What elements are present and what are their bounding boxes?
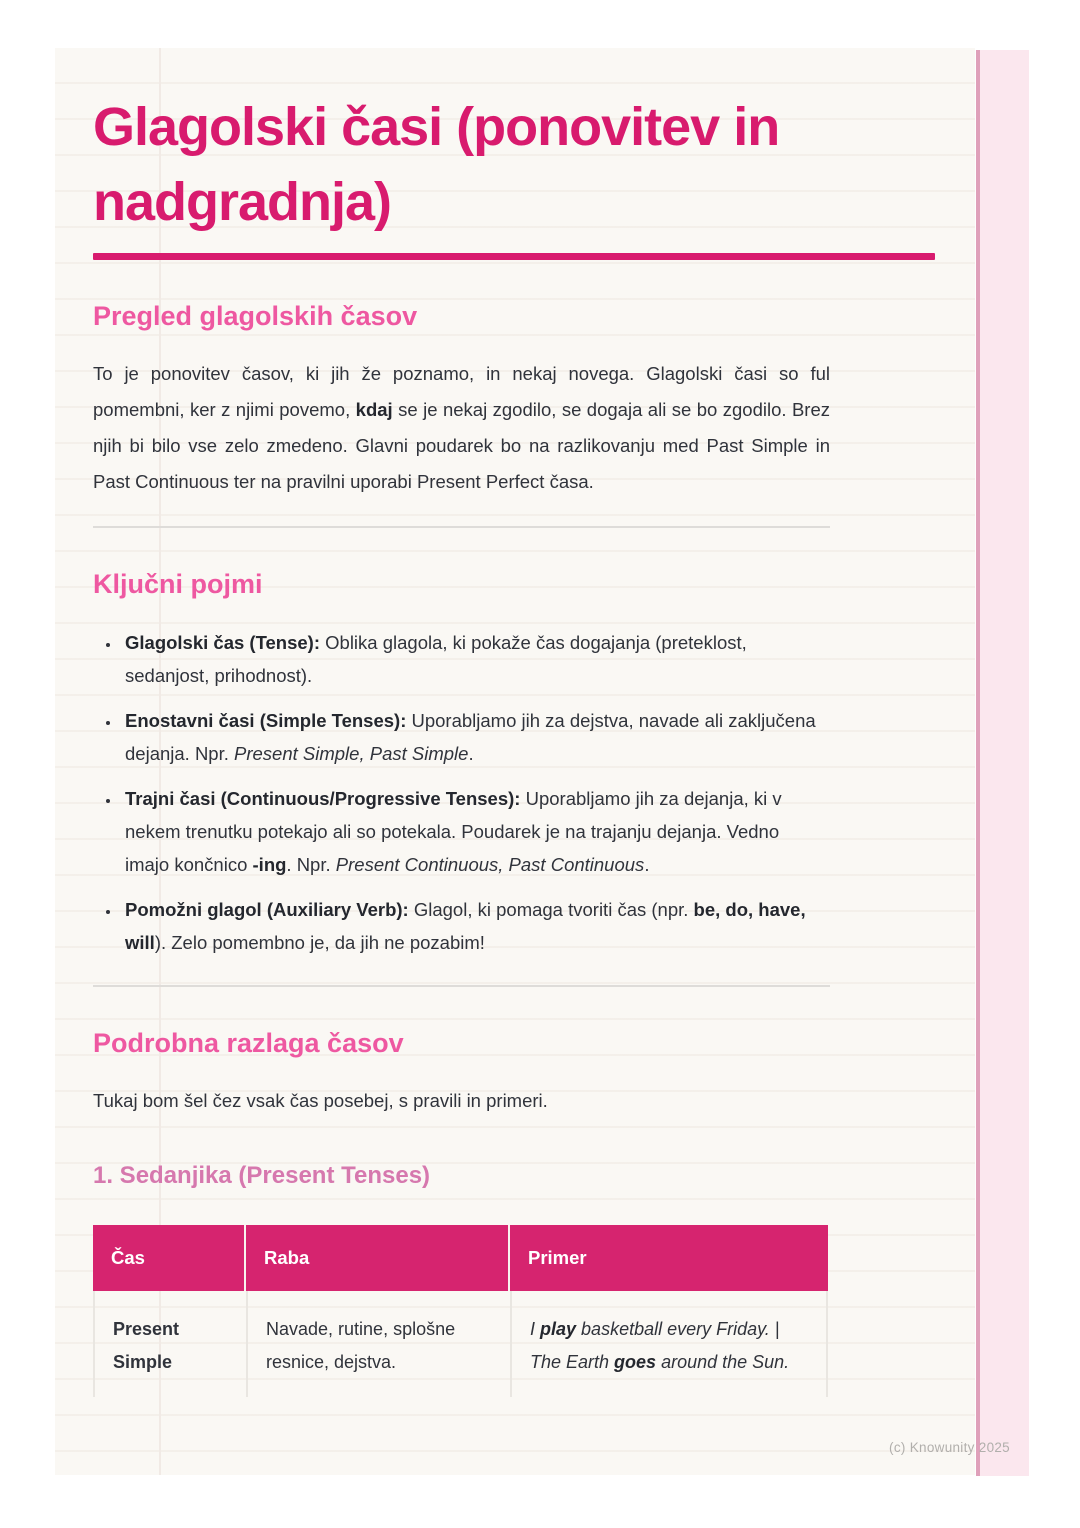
overview-text-1: To je ponovitev časov, ki jih že poznamo, in nekaj novega. Glagolski časi so ful pomembni, ker z njimi povemo, bbox=[93, 363, 830, 420]
list-item-tense bbox=[121, 626, 828, 692]
section-divider bbox=[93, 526, 830, 528]
term-bold-inline: be, do, have, will bbox=[125, 899, 806, 953]
cell-example bbox=[510, 1291, 828, 1397]
watermark: (c) Knowunity 2025 bbox=[889, 1440, 1010, 1455]
term-label: Glagolski čas (Tense): bbox=[125, 632, 320, 653]
section-divider bbox=[93, 985, 830, 987]
tenses-table bbox=[93, 1225, 828, 1397]
table-header-cas: Čas bbox=[93, 1225, 246, 1291]
term-text: Uporabljamo jih za dejstva, navade ali zaključena dejanja. Npr. bbox=[125, 710, 816, 764]
tense-name: Present Simple bbox=[113, 1319, 180, 1372]
page-content bbox=[55, 48, 975, 1397]
term-label: Enostavni časi (Simple Tenses): bbox=[125, 710, 407, 731]
term-bold-inline: -ing bbox=[252, 854, 287, 875]
term-text: Oblika glagola, ki pokaže čas dogajanja (preteklost, sedanjost, prihodnost). bbox=[125, 632, 747, 686]
section-heading-detailed: Podrobna razlaga časov bbox=[93, 1028, 404, 1058]
example-seg: basketball every Friday. | The Earth bbox=[530, 1319, 780, 1372]
detailed-intro: Tukaj bom šel čez vsak čas posebej, s pravili in primeri. bbox=[93, 1090, 548, 1111]
table-header-row bbox=[93, 1225, 828, 1291]
term-examples: Present Continuous, Past Continuous bbox=[335, 854, 645, 875]
term-text: Uporabljamo jih za dejanja, ki v nekem trenutku potekajo ali so potekala. Poudarek je na trajanju dejanja. Vedno imajo končnico bbox=[125, 788, 782, 875]
key-terms-list bbox=[93, 626, 828, 959]
overview-bold-kdaj: kdaj bbox=[355, 399, 393, 420]
section-heading-key-terms: Ključni pojmi bbox=[93, 569, 263, 599]
table-header-raba: Raba bbox=[246, 1225, 510, 1291]
list-item-continuous-tenses bbox=[121, 782, 828, 881]
overview-paragraph bbox=[93, 356, 830, 500]
example-verb: play bbox=[540, 1319, 577, 1339]
term-tail: ). Zelo pomembno je, da jih ne pozabim! bbox=[154, 932, 485, 953]
table-row-present-simple bbox=[93, 1291, 828, 1397]
document-page bbox=[55, 48, 975, 1475]
subsection-heading-present-tenses: 1. Sedanjika (Present Tenses) bbox=[93, 1162, 431, 1189]
term-tail: . bbox=[468, 743, 474, 764]
term-label: Pomožni glagol (Auxiliary Verb): bbox=[125, 899, 409, 920]
page-title: Glagolski časi (ponovitev in nadgradnja) bbox=[93, 97, 780, 232]
term-examples: Present Simple, Past Simple bbox=[234, 743, 469, 764]
overview-text-2: se je nekaj zgodilo, se dogaja ali se bo zgodilo. Brez njih bi bilo vse zelo zmedeno. Glavni poudarek bo na razlikovanju med Past Simple in Past Continuous ter na pravilni uporabi Present Perfect časa. bbox=[93, 399, 830, 492]
term-text: Glagol, ki pomaga tvoriti čas (npr. bbox=[408, 899, 694, 920]
example-seg: around the Sun. bbox=[656, 1352, 790, 1372]
term-text-2: . Npr. bbox=[286, 854, 336, 875]
page-edge-stripe bbox=[976, 50, 1029, 1476]
title-rule bbox=[93, 253, 935, 260]
section-heading-overview: Pregled glagolskih časov bbox=[93, 301, 418, 331]
cell-usage: Navade, rutine, splošne resnice, dejstva. bbox=[246, 1291, 510, 1397]
list-item-simple-tenses bbox=[121, 704, 828, 770]
table-header-primer: Primer bbox=[510, 1225, 828, 1291]
list-item-auxiliary-verb bbox=[121, 893, 828, 959]
term-label: Trajni časi (Continuous/Progressive Tenses): bbox=[125, 788, 521, 809]
term-tail: . bbox=[644, 854, 650, 875]
cell-tense bbox=[93, 1291, 246, 1397]
example-seg: I bbox=[530, 1319, 541, 1339]
example-verb: goes bbox=[614, 1352, 657, 1372]
